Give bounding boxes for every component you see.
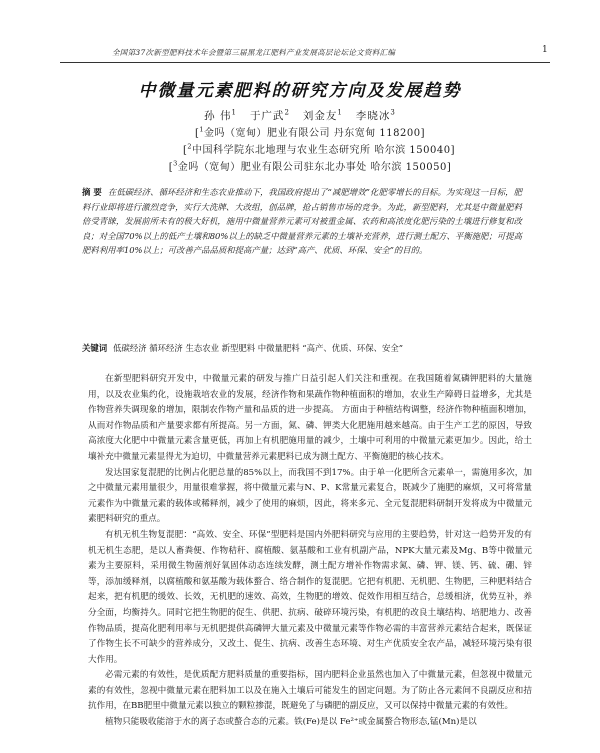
author-name: 刘金友 <box>302 110 338 122</box>
header-text: 全国第37次新型肥料技术年会暨第三届黑龙江肥料产业发展高层论坛论文资料汇编 <box>112 48 396 57</box>
running-header <box>60 44 550 60</box>
author-affiliation-mark: 1 <box>231 108 237 117</box>
affiliation-2: [$^2$中国科学院东北地理与农业生态研究所 哈尔滨 150040] <box>183 142 455 156</box>
body-paragraph: 发达国家复混肥的比例占化肥总量的85%以上，而我国不到17%。由于单一化肥所含元素单一，需施用多次，加之中微量元素用量很少，用量很难掌握，将中微量元素与N、P、K常量元素复合，既减少了施肥的麻烦，又可将常量元素作为中微量元素的载体或稀释剂，减少了使用的麻烦，因此，将来多元、全元复混肥料研制开发将成为中微量元素肥料研究的重点。 <box>88 467 532 525</box>
author-affiliation-mark: 3 <box>390 108 396 117</box>
affiliation-3: [$^3$金吗（宽甸）肥业有限公司驻东北办事处 哈尔滨 150050] <box>168 159 452 173</box>
affiliation-mark: 2 <box>187 142 193 151</box>
body-text <box>88 372 532 731</box>
body-paragraph: 植物只能吸收能溶于水的离子态或螯合态的元素。铁(Fe)是以 Fe²⁺或金属螯合物形态,锰(Mn)是以 <box>105 717 477 728</box>
keywords-text: 低碳经济 循环经济 生态农业 新型肥料 中微量肥料 “高产、优质、环保、安全” <box>113 343 403 353</box>
affiliation-text: 金吗（宽甸）肥业有限公司驻东北办事处 哈尔滨 150050 <box>177 162 447 173</box>
keywords-label: 关键词 <box>82 343 108 353</box>
page-number: 1 <box>541 45 548 55</box>
affiliation-text: 中国科学院东北地理与农业生态研究所 哈尔滨 150040 <box>192 145 451 156</box>
author-name: 李晓冰 <box>355 110 391 122</box>
header-rule <box>60 62 550 63</box>
author-affiliation-mark: 1 <box>337 108 343 117</box>
abstract-text: 在低碳经济、循环经济和生态农业推动下，我国政府提出了“减肥增效”化肥零增长的目标。为实现这一目标，肥料行业即将进行激烈竞争，实行大洗牌、大改组，创品牌，抢占销售市场的竞争。为此，新型肥料，尤其是中微量肥料倍受青睐，发展前所未有的极大好机，施用中微量营养元素可对被重金属、农药和高浓度化肥污染的土壤进行修复和改良；对全国70%以上的低产土壤和80%以上的缺乏中微量营养元素的土壤补充营养，进行测土配方、平衡施肥；可提高肥料利用率10%以上；可改善产品品质和提高产量；达到“高产、优质、环保、安全”的目的。 <box>82 187 522 256</box>
affiliation-text: 金吗（宽甸）肥业有限公司 丹东宽甸 118200 <box>204 128 421 139</box>
author-affiliation-mark: 2 <box>284 108 290 117</box>
body-paragraph: 必需元素的有效性，是优质配方肥料质量的重要指标，国内肥料企业虽然也加入了中微量元素，但忽视中微量元素的有效性，忽视中微量元素在肥料加工以及在施入土壤后可能发生的固定问题。为了防止各元素间不良副反应和拮抗作用，在BB肥里中微量元素以独立的颗粒掺混，既避免了与磷肥的副反应，又可以保持中微量元素的有效性。 <box>88 670 532 712</box>
abstract-label: 摘 要 <box>82 187 102 197</box>
affiliation-mark: 1 <box>199 125 205 134</box>
body-paragraph: 在新型肥料研究开发中，中微量元素的研发与推广日益引起人们关注和重视。在我国随着氮磷钾肥料的大量施用，以及农业集约化，设施栽培农业的发展，经济作物和果蔬作物种植面积的增加，农业生产障碍日益增多，尤其是作物营养失调现象的增加，限制农作物产量和品质的进一步提高。 方面由于种植结构调整，经济作物种植面积增加，从而对作物品质和产量要求都有所提高。另一方面，氮、磷、钾类大化肥施用越来越高。由于生产工艺的原因，导致高浓度大化肥中中微量元素含量更低，再加上有机肥施用量的减少，土壤中可利用的中微量元素更加少。因此，给土壤补充中微量元素显得尤为迫切，中微量营养元素肥料已成为测土配方、平衡施肥的核心技术。 <box>88 374 532 462</box>
paper-title: 中微量元素肥料的研究方向及发展趋势 <box>138 81 462 101</box>
author-name: 于广武 <box>249 110 285 122</box>
affiliation-1: [$^1$金吗（宽甸）肥业有限公司 丹东宽甸 118200] <box>195 125 425 139</box>
affiliation-mark: 3 <box>173 159 178 168</box>
author-name: 孙 伟 <box>204 110 232 122</box>
author-line <box>0 108 600 123</box>
abstract <box>82 185 522 258</box>
body-paragraph: 有机无机生物复混肥：“高效、安全、环保”型肥料是国内外肥料研究与应用的主要趋势，针对这一趋势开发的有机无机生态肥，是以人畜粪便、作物秸秆、腐植酸、氨基酸和工业有机副产品，NPK大量元素及Mg、B等中微量元素为主要原料，采用微生物菌剂好氧固体动态连续发酵，测土配方增补作物需求氮、磷、钾、镁、钙、硫、硼、锌等，添加缓释剂，以腐植酸和氨基酸为载体螯合、络合制作的复混肥。它把有机肥、无机肥、生物肥，三种肥料结合起来，把有机肥的缓效、长效，无机肥的速效、高效，生物肥的增效、促效作用相互结合，总缓相济，优势互补，养分全面，均衡持久。同时它把生物肥的促生、供肥、抗病、破碎环境污染，有机肥的改良土壤结构、培肥地力、改善作物品质，提高化肥利用率与无机肥提供高磷钾大量元素及中微量元素等作物必需的丰富营养元素结合起来，既保证了作物生长不可缺少的营养成分，又改土、促生、抗病、改善生态环境、对生产优质安全农产品，减轻环境污染有很大作用。 <box>88 529 532 665</box>
keywords <box>82 341 522 355</box>
